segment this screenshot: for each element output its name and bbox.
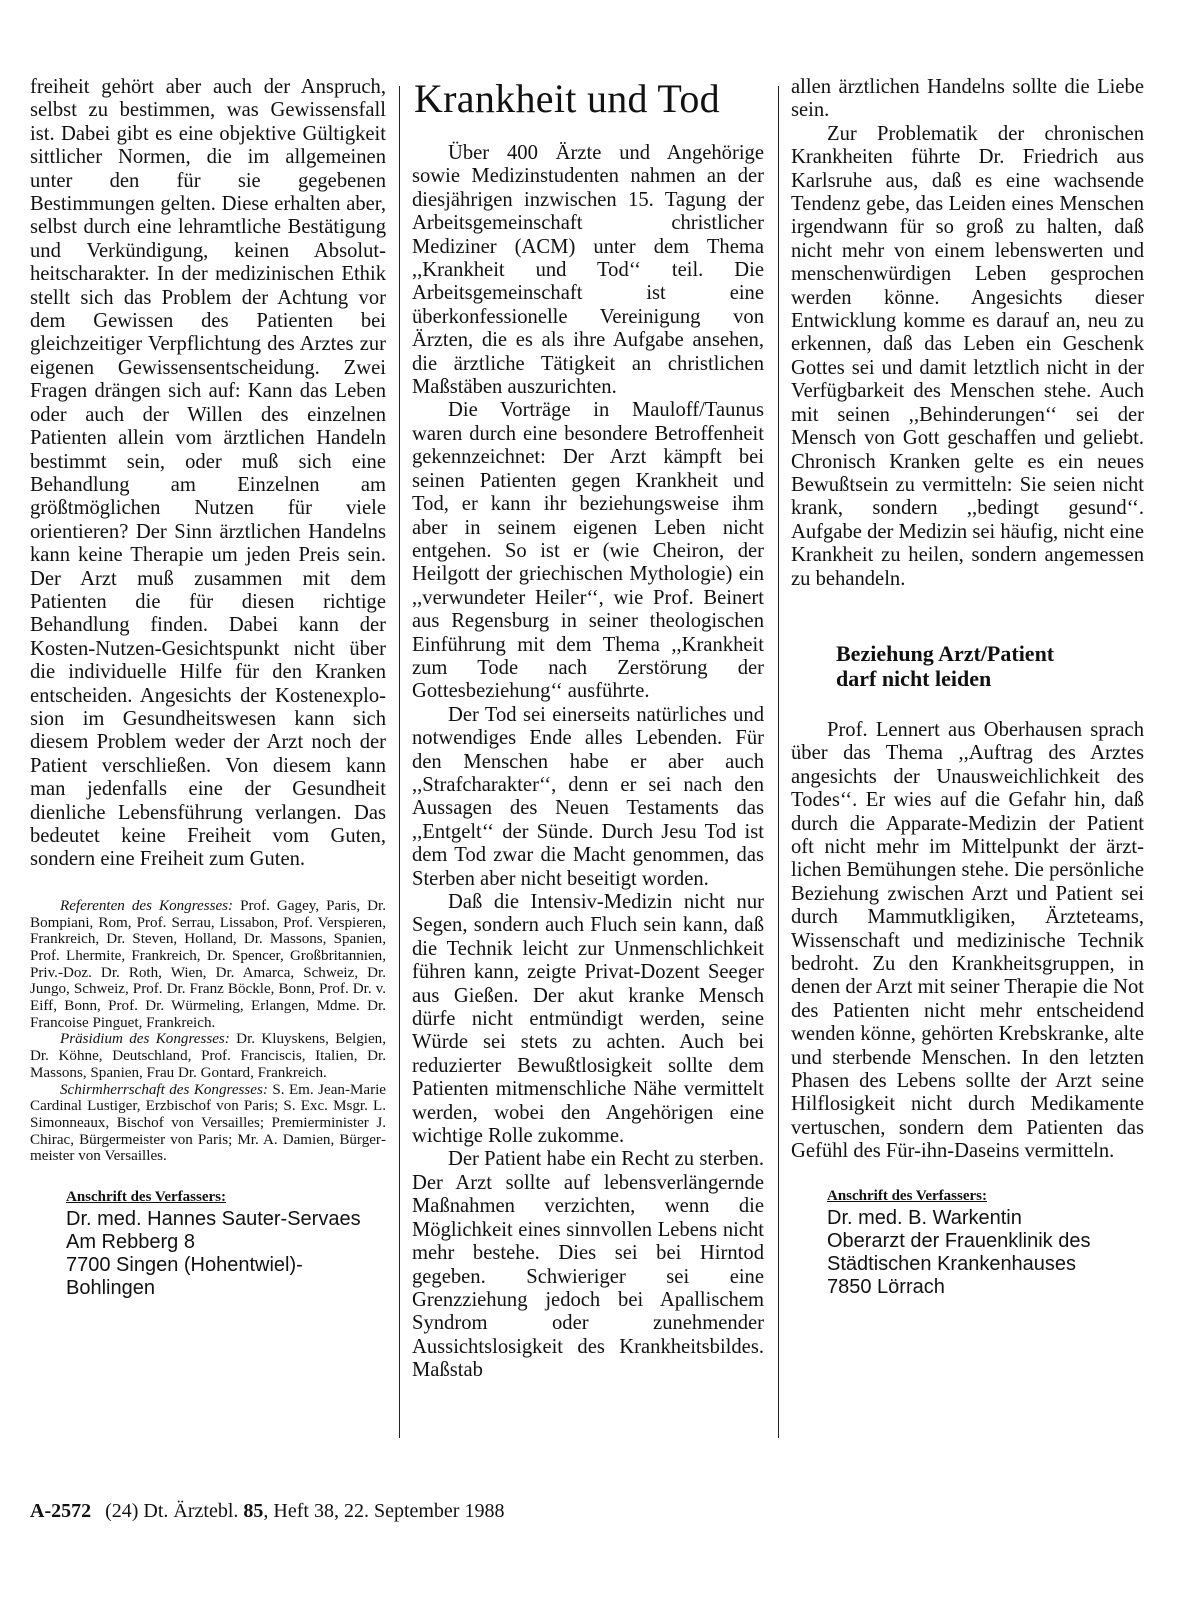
paragraph: allen ärztlichen Handelns sollte die Liebe sein. bbox=[791, 76, 1144, 122]
paragraph: Der Tod sei einerseits natürliches und notwendiges Ende alles Lebenden. Für den Menschen habe er aber auch ,,Strafcharakter‘‘, denn er sei nach den Aussagen des Neuen Testaments das ,,Entgelt‘‘ der Sünde. Durch Jesu Tod ist dem Tod zwar die Macht genommen, das Sterben aber nicht beseitigt worden. bbox=[412, 703, 764, 890]
paragraph: Prof. Lennert aus Oberhausen sprach über das Thema ,,Auftrag des Arztes angesichts der Unausweichlichkeit des Todes‘‘. Er wies auf die Gefahr hin, daß durch die Apparate-Medizin der Patient oft nicht mehr im Mittelpunkt der ärztlichen Bemühungen stehe. Die persönliche Beziehung zwischen Arzt und Patient sei durch Mammutkligiken, Ärzteteams, Wissenschaft und medizinische Technik bedroht. Zu den Krankheitsgruppen, in denen der Arzt mit seiner Therapie die Not des Patienten nicht mehr entscheidend wenden könne, gehörten Krebskranke, alte und sterbende Menschen. In den letzten Phasen des Lebens sollte der Arzt seine Hilflosigkeit nicht durch Medikamente vertuschen, sondern dem Patienten das Gefühl des Für-ihn-Daseins vermitteln. bbox=[791, 718, 1144, 1163]
address-heading: Anschrift des Verfassers: bbox=[66, 1189, 226, 1206]
presidium-note bbox=[30, 1031, 386, 1081]
address-heading: Anschrift des Verfassers: bbox=[827, 1187, 987, 1204]
column-divider bbox=[778, 86, 779, 1438]
speakers-label: Referenten des Kongresses: bbox=[60, 897, 234, 914]
subheading bbox=[791, 641, 1144, 691]
page-number: A-2572 bbox=[30, 1500, 92, 1522]
presidium-text: Dr. Kluyskens, Belgien, Dr. Köhne, Deutschland, Prof. Franciscis, Italien, Dr. Massons, Spanien, Frau Dr. Gontard, Frankreich. bbox=[30, 1031, 386, 1081]
address-line: Städtischen Krankenhauses bbox=[827, 1252, 1077, 1275]
paragraph: Daß die Intensiv-Medizin nicht nur Segen, sondern auch Fluch sein kann, daß die Technik leicht zur Unmenschlichkeit führen kann, zeigte Privat-Dozent Seeger aus Gießen. Der akut kranke Mensch dürfe nicht entmündigt werden, seine Würde sei stets zu achten. Auch bei reduzierter Bewußtlosigkeit sollte dem Patienten mitmenschliche Nähe vermittelt werden, wobei den Angehörigen eine wichtige Rolle zukomme. bbox=[412, 891, 764, 1148]
subheading-line: Beziehung Arzt/Patient bbox=[836, 640, 1055, 666]
paragraph: Zur Problematik der chronischen Krankheiten führte Dr. Friedrich aus Karlsruhe aus, daß es eine wachsende Tendenz gebe, das Leiden eines Menschen irgendwann für so groß zu halten, daß nicht mehr von einem lebenswerten und menschenwürdigen Leben gesprochen werden könne. Angesichts dieser Entwicklung komme es darauf an, neu zu erkennen, daß das Leben ein Geschenk Gottes sei und damit letztlich nicht in der Verfügbarkeit des Menschen stehe. Auch mit seinen ,,Behinderungen‘‘ sei der Mensch von Gott geschaffen und geliebt. Chronisch Kranken gelte es ein neues Bewußtsein zu vermitteln: Sie seien nicht krank, sondern ,,bedingt gesund‘‘. Aufgabe der Medizin sei häufig, nicht eine Krankheit zu heilen, sondern angemessen zu behandeln. bbox=[791, 122, 1144, 590]
volume-number: 85 bbox=[243, 1500, 264, 1522]
address-line: Dr. med. Hannes Sauter-Servaes bbox=[66, 1208, 361, 1231]
page-footer bbox=[30, 1500, 504, 1523]
patronage-text: S. Em. Jean-Marie Cardinal Lustiger, Erzbischof von Paris; S. Exc. Msgr. L. Simonneaux, Bischof von Versailles; Premierminister J. Chirac, Bürgermeister von Paris; Mr. A. Damien, Bürgermeister von Versailles. bbox=[30, 1081, 387, 1165]
citation-suffix: , Heft 38, 22. September 1988 bbox=[263, 1500, 505, 1522]
address-line: 7700 Singen (Hohentwiel)- bbox=[66, 1254, 303, 1277]
address-line: Bohlingen bbox=[66, 1277, 155, 1300]
speakers-text: Prof. Gagey, Paris, Dr. Bompiani, Rom, Prof. Serrau, Lissabon, Prof. Verspieren, Frankreich, Dr. Steven, Holland, Dr. Massons, Spanien, Prof. Lhermite, Frankreich, Dr. Spencer, Großbritannien, Priv.-Doz. Dr. Roth, Wien, Dr. Amarca, Schweiz, Dr. Jungo, Schweiz, Prof. Dr. Franz Böckle, Bonn, Prof. Dr. v. Eiff, Bonn, Prof. Dr. Würmeling, Erlangen, Mdme. Dr. Francoise Pinguet, Frankreich. bbox=[30, 897, 387, 1031]
column-divider bbox=[399, 86, 400, 1438]
article-headline: Krankheit und Tod bbox=[414, 76, 720, 121]
column-middle bbox=[412, 76, 764, 1383]
speakers-note bbox=[30, 898, 386, 1032]
column-left bbox=[30, 76, 386, 1300]
paragraph: Der Patient habe ein Recht zu sterben. Der Arzt sollte auf lebensverlängernde Maßnahmen verzichten, wenn die Möglichkeit eines sinnvollen Lebens nicht mehr bestehe. Dies sei bei Hirntod gegeben. Schwieriger sei eine Grenzziehung jedoch bei Apallischem Syndrom oder zunehmender Aussichtslosigkeit des Krankheitsbildes. Maßstab bbox=[412, 1148, 764, 1382]
author-address bbox=[791, 1188, 1144, 1299]
patronage-note bbox=[30, 1082, 386, 1166]
address-line: Am Rebberg 8 bbox=[66, 1231, 195, 1254]
citation-prefix: (24) Dt. Ärztebl. bbox=[105, 1500, 244, 1522]
address-line: 7850 Lörrach bbox=[827, 1275, 945, 1298]
address-line: Oberarzt der Frauenklinik des bbox=[827, 1229, 1091, 1252]
paragraph: Die Vorträge in Mauloff/Taunus waren durch eine besondere Betroffenheit gekennzeichnet: Der Arzt kämpft bei seinen Patienten gegen Krankheit und Tod, er kann ihr beziehungsweise ihm aber in seinem eigenen Leben nicht entgehen. So ist er (wie Cheiron, der Heilgott der griechischen Mythologie) ein ,,verwundeter Heiler‘‘, wie Prof. Beinert aus Regensburg in seiner theologischen Einführung mit dem Thema ,,Krankheit zum Tode nach Zerstörung der Gottesbeziehung‘‘ ausführte. bbox=[412, 399, 764, 703]
paragraph: Über 400 Ärzte und Angehörige sowie Medizinstudenten nahmen an der diesjährigen inzwischen 15. Tagung der Arbeitsgemeinschaft christlicher Mediziner (ACM) unter dem Thema ,,Krankheit und Tod‘‘ teil. Die Arbeitsgemeinschaft ist eine überkonfessionelle Vereinigung von Ärzten, die es als ihre Aufgabe ansehen, die ärztliche Tätigkeit an christlichen Maßstäben auszurichten. bbox=[412, 142, 764, 399]
congress-notes bbox=[30, 898, 386, 1165]
presidium-label: Präsidium des Kongresses: bbox=[60, 1031, 230, 1048]
patronage-label: Schirmherrschaft des Kongresses: bbox=[60, 1081, 268, 1098]
address-line: Dr. med. B. Warkentin bbox=[827, 1206, 1022, 1229]
column-right bbox=[791, 76, 1144, 1299]
subheading-line: darf nicht leiden bbox=[836, 665, 992, 691]
author-address bbox=[30, 1189, 386, 1300]
paragraph: freiheit gehört aber auch der Anspruch, selbst zu bestimmen, was Gewissensfall ist. Dabei gibt es eine objektive Gültigkeit sittlicher Normen, die im allgemeinen unter den für sie gegebenen Bestimmungen gelten. Diese erhalten aber, selbst durch eine lehramtliche Bestätigung und Verkündigung, keinen Absolutheitscharakter. In der medizinischen Ethik stellt sich das Problem der Achtung vor dem Gewissen des Patienten bei gleichzeitiger Verpflichtung des Arztes zur eigenen Gewissensentscheidung. Zwei Fragen drängen sich auf: Kann das Leben oder auch der Willen des einzelnen Patienten allein vom ärztlichen Handeln bestimmt sein, oder muß sich eine Behandlung am Einzelnen am größtmöglichen Nutzen für viele orientieren? Der Sinn ärztlichen Handelns kann keine Therapie um jeden Preis sein. Der Arzt muß zusammen mit dem Patienten die für diesen richtige Behandlung finden. Dabei kann der Kosten-Nutzen-Gesichtspunkt nicht über die individuelle Hilfe für den Kranken entscheiden. Angesichts der Kostenexplosion im Gesundheitswesen kann sich diesem Problem weder der Arzt noch der Patient verschließen. Von diesem kann man jedenfalls eine der Gesundheit dienliche Lebensführung verlangen. Das bedeutet keine Freiheit vom Guten, sondern eine Freiheit zum Guten. bbox=[30, 76, 386, 871]
